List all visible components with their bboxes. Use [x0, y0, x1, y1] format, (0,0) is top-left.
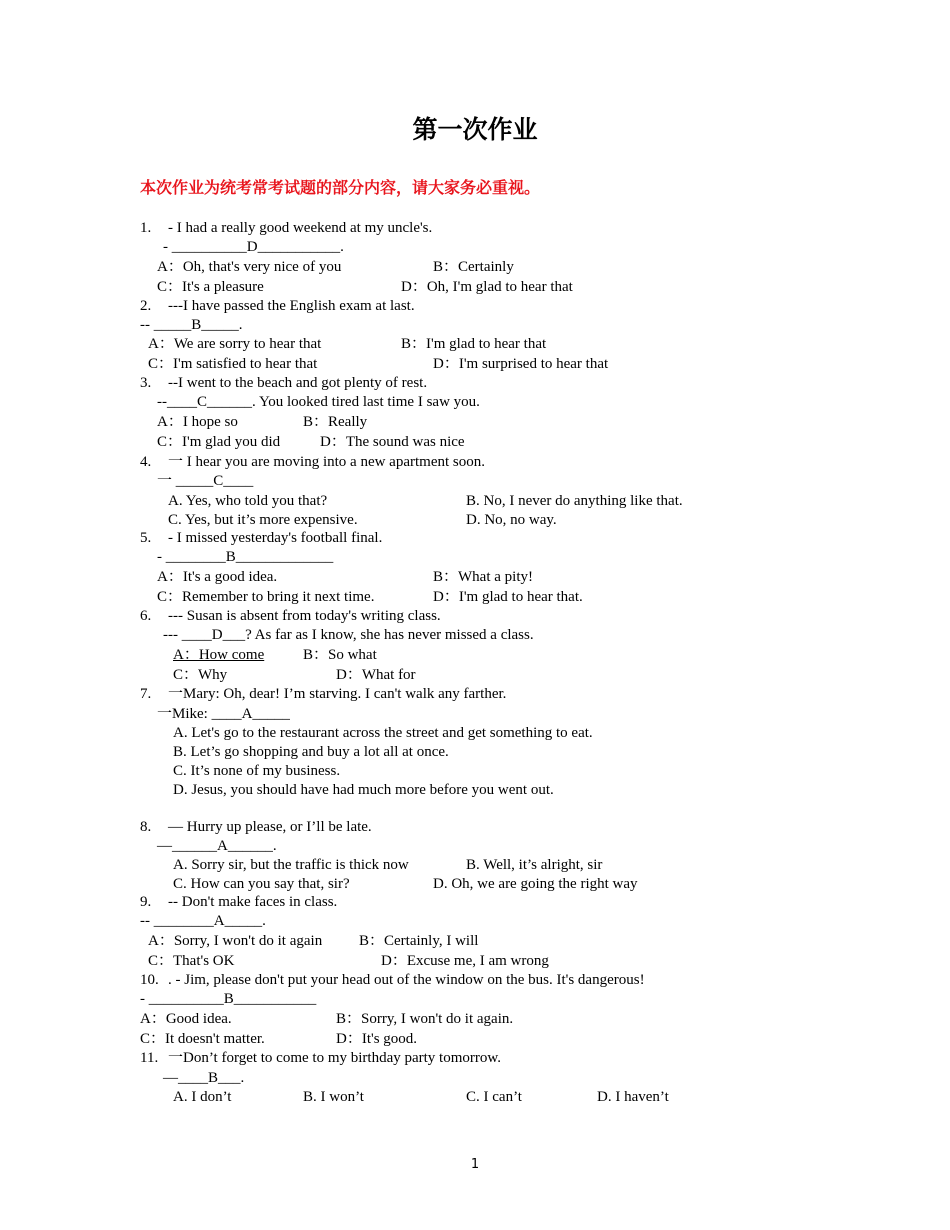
question-prompt: — Hurry up please, or I’ll be late. — [168, 819, 372, 835]
option-d: D：I'm surprised to hear that — [433, 356, 609, 372]
option-b: B. Let’s go shopping and buy a lot all at once. — [173, 744, 449, 760]
question-number: 1. — [140, 220, 152, 236]
option-a: A. Sorry sir, but the traffic is thick now — [173, 857, 409, 873]
option-d: D. Oh, we are going the right way — [433, 876, 638, 892]
option-b: B：Sorry, I won't do it again. — [336, 1011, 514, 1027]
question-number: 7. — [140, 686, 152, 702]
option-a: A：Oh, that's very nice of you — [157, 259, 342, 275]
option-c: C：It's a pleasure — [157, 279, 264, 295]
option-c: C. How can you say that, sir? — [173, 876, 350, 892]
homework-notice: 本次作业为统考常考试题的部分内容，请大家务必重视。 — [140, 178, 541, 197]
option-a: A：How come — [173, 647, 265, 663]
option-d: D. I haven’t — [597, 1089, 669, 1105]
option-d: D：The sound was nice — [320, 434, 465, 450]
option-b: B：I'm glad to hear that — [401, 336, 547, 352]
option-a: A. Yes, who told you that? — [168, 493, 328, 509]
question-prompt: 一Mary: Oh, dear! I’m starving. I can't walk any farther. — [168, 686, 507, 702]
question-prompt: -- Don't make faces in class. — [168, 894, 338, 910]
option-c: C：It doesn't matter. — [140, 1031, 265, 1047]
question-prompt: --I went to the beach and got plenty of rest. — [168, 375, 428, 391]
option-a: A：I hope so — [157, 414, 238, 430]
option-d: D. No, no way. — [466, 512, 557, 528]
option-a: A. I don’t — [173, 1089, 232, 1105]
option-c: C：Why — [173, 667, 228, 683]
answer-blank: -- ________A_____. — [140, 913, 266, 929]
question-number: 2. — [140, 298, 152, 314]
question-number: 10. — [140, 972, 159, 988]
answer-blank: --____C______. You looked tired last time I saw you. — [157, 394, 480, 410]
option-b: B：Certainly — [433, 259, 514, 275]
option-d: D：Excuse me, I am wrong — [381, 953, 549, 969]
option-b: B：Certainly, I will — [359, 933, 479, 949]
option-c: C：Remember to bring it next time. — [157, 589, 375, 605]
page-number: 1 — [470, 1157, 480, 1172]
option-a: A：We are sorry to hear that — [148, 336, 322, 352]
option-c: C. I can’t — [466, 1089, 522, 1105]
question-prompt: --- Susan is absent from today's writing class. — [168, 608, 441, 624]
option-b: B. Well, it’s alright, sir — [466, 857, 603, 873]
option-d: D. Jesus, you should have had much more before you went out. — [173, 782, 554, 798]
option-a: A：Good idea. — [140, 1011, 232, 1027]
answer-blank: - __________B___________ — [140, 991, 317, 1007]
question-prompt: . - Jim, please don't put your head out of the window on the bus. It's dangerous! — [168, 972, 645, 988]
question-number: 9. — [140, 894, 152, 910]
option-c: C. Yes, but it’s more expensive. — [168, 512, 358, 528]
option-c: C：I'm satisfied to hear that — [148, 356, 318, 372]
answer-blank: - ________B_____________ — [157, 549, 334, 565]
answer-blank: -- _____B_____. — [140, 317, 243, 333]
option-a: A. Let's go to the restaurant across the street and get something to eat. — [173, 725, 593, 741]
option-a: A：Sorry, I won't do it again — [148, 933, 323, 949]
question-prompt: - I had a really good weekend at my uncle's. — [168, 220, 433, 236]
option-b: B：What a pity! — [433, 569, 533, 585]
question-number: 5. — [140, 530, 152, 546]
option-c: C：That's OK — [148, 953, 235, 969]
option-d: D：It's good. — [336, 1031, 418, 1047]
answer-blank: --- ____D___? As far as I know, she has never missed a class. — [163, 627, 534, 643]
answer-blank: —______A______. — [157, 838, 277, 854]
question-prompt: 一Don’t forget to come to my birthday party tomorrow. — [168, 1050, 501, 1066]
page-title: 第一次作业 — [412, 115, 538, 144]
option-b: B. I won’t — [303, 1089, 364, 1105]
option-b: B. No, I never do anything like that. — [466, 493, 683, 509]
option-d: D：I'm glad to hear that. — [433, 589, 583, 605]
option-b: B：Really — [303, 414, 368, 430]
question-number: 3. — [140, 375, 152, 391]
option-b: B：So what — [303, 647, 377, 663]
question-prompt: 一 I hear you are moving into a new apartment soon. — [168, 454, 485, 470]
question-prompt: ---I have passed the English exam at last. — [168, 298, 415, 314]
question-number: 4. — [140, 454, 152, 470]
answer-blank: —____B___. — [163, 1070, 245, 1086]
answer-blank: 一 _____C____ — [157, 473, 254, 489]
question-number: 8. — [140, 819, 152, 835]
question-number: 6. — [140, 608, 152, 624]
option-a: A：It's a good idea. — [157, 569, 278, 585]
answer-blank: 一Mike: ____A_____ — [157, 706, 290, 722]
question-prompt: - I missed yesterday's football final. — [168, 530, 383, 546]
question-number: 11. — [140, 1050, 159, 1066]
option-c: C. It’s none of my business. — [173, 763, 341, 779]
answer-blank: - __________D___________. — [163, 239, 344, 255]
option-c: C：I'm glad you did — [157, 434, 281, 450]
option-d: D：What for — [336, 667, 416, 683]
option-d: D：Oh, I'm glad to hear that — [401, 279, 573, 295]
